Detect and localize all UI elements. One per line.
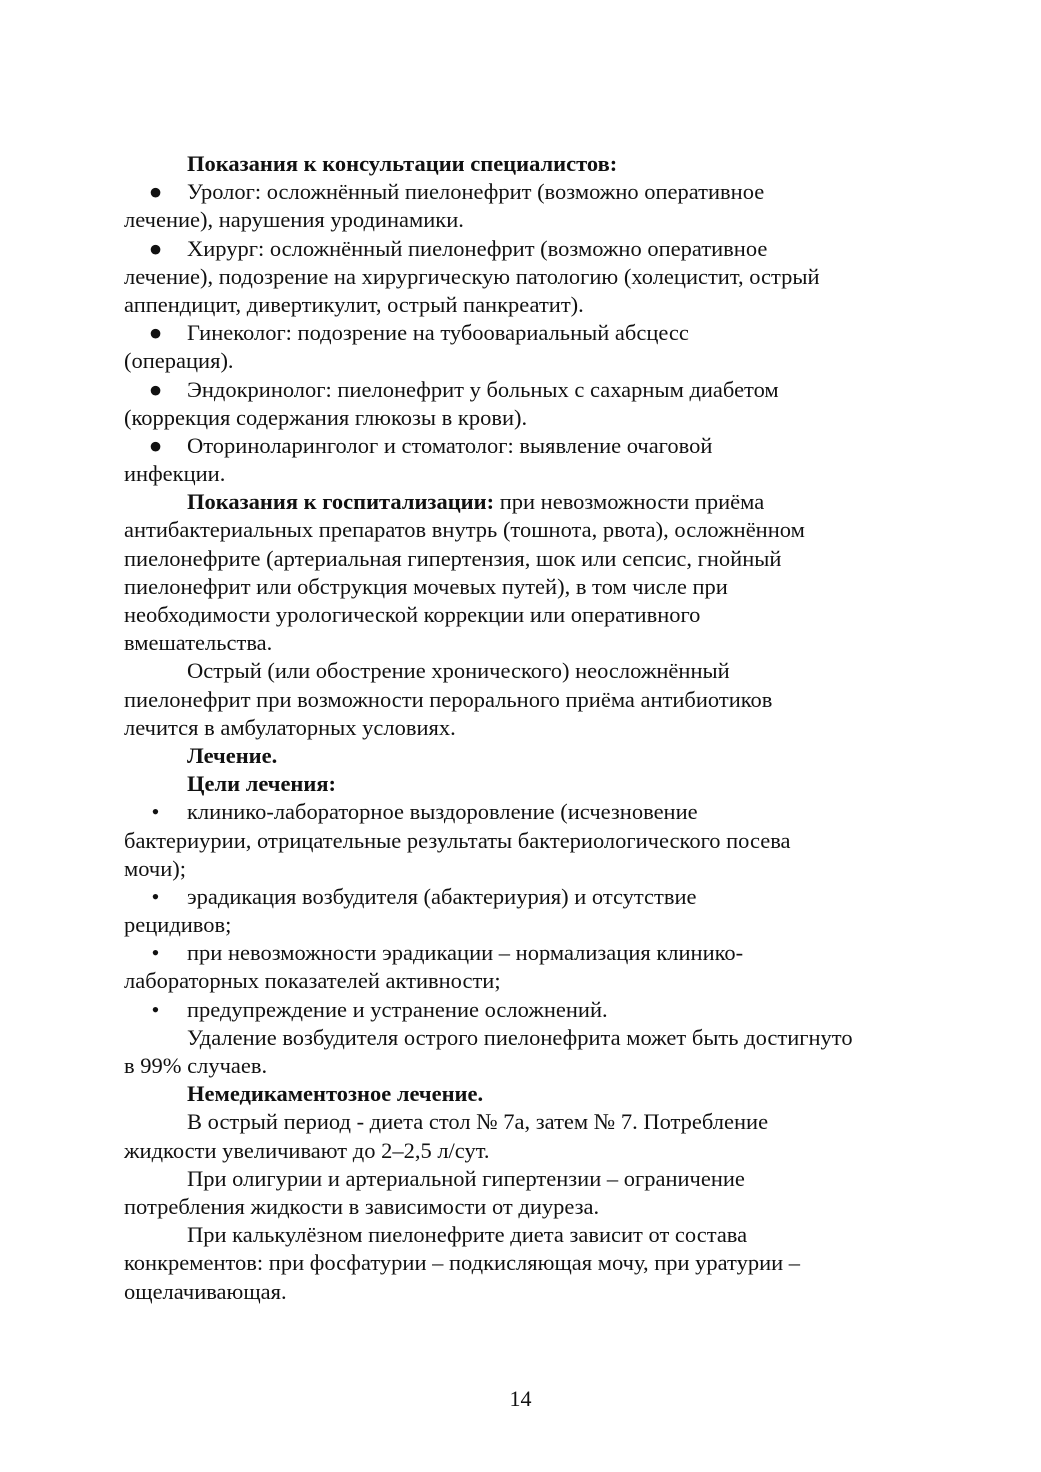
goal-line: бактериурии, отрицательные результаты бактериологического посева — [124, 827, 791, 853]
nondrug-heading: Немедикаментозное лечение. — [187, 1081, 484, 1107]
page-number: 14 — [509, 1386, 532, 1411]
hosp-line: при невозможности приёма — [499, 489, 765, 515]
consult-item-line: Оториноларинголог и стоматолог: выявление очаговой — [187, 432, 713, 458]
bullet-icon: ● — [148, 432, 163, 458]
consult-item-line: Эндокринолог: пиелонефрит у больных с сахарным диабетом — [187, 376, 779, 402]
goal-line: мочи); — [124, 855, 187, 881]
acute-paragraph — [124, 657, 918, 742]
diet-line: В острый период - диета стол № 7а, затем № 7. Потребление — [187, 1109, 769, 1135]
bullet-icon: ● — [148, 320, 163, 346]
oliguria-line: При олигурии и артериальной гипертензии – ограничение — [187, 1165, 745, 1191]
goal-line: лабораторных показателей активности; — [124, 968, 501, 994]
hospitalization-paragraph — [124, 488, 918, 657]
bullet-icon: • — [151, 883, 160, 909]
hosp-line: антибактериальных препаратов внутрь (тошнота, рвота), осложнённом — [124, 517, 805, 543]
hosp-heading: Показания к госпитализации: — [187, 489, 495, 515]
removal-line: Удаление возбудителя острого пиелонефрита может быть достигнуто — [187, 1024, 853, 1050]
hosp-line: пиелонефрит или обструкция мочевых путей), в том числе при — [124, 573, 728, 599]
consult-item-line: (операция). — [124, 348, 234, 374]
goal-line: при невозможности эрадикации – нормализация клинико- — [187, 940, 744, 966]
hosp-line: вмешательства. — [124, 630, 273, 656]
bullet-icon: ● — [148, 376, 163, 402]
goal-line: эрадикация возбудителя (абактериурия) и отсутствие — [187, 883, 697, 909]
consult-item-line: лечение), подозрение на хирургическую патологию (холецистит, острый — [124, 263, 820, 289]
consult-item-gynecologist — [124, 319, 918, 375]
bullet-icon: • — [151, 996, 160, 1022]
document-page — [124, 150, 918, 1306]
goal-line: предупреждение и устранение осложнений. — [187, 996, 608, 1022]
goal-item — [124, 939, 918, 995]
bullet-icon: ● — [148, 179, 163, 205]
oliguria-paragraph — [124, 1165, 918, 1221]
consult-item-line: лечение), нарушения уродинамики. — [124, 207, 464, 233]
consult-item-line: инфекции. — [124, 461, 226, 487]
calculous-line: ощелачивающая. — [124, 1278, 287, 1304]
acute-line: лечится в амбулаторных условиях. — [124, 714, 456, 740]
consult-item-urologist — [124, 178, 918, 234]
consult-item-line: Хирург: осложнённый пиелонефрит (возможно оперативное — [187, 235, 768, 261]
consult-item-line: Уролог: осложнённый пиелонефрит (возможно оперативное — [187, 179, 765, 205]
calculous-paragraph — [124, 1221, 918, 1306]
consult-heading: Показания к консультации специалистов: — [187, 151, 618, 176]
goal-line: рецидивов; — [124, 912, 232, 938]
hosp-line: пиелонефрите (артериальная гипертензия, шок или сепсис, гнойный — [124, 545, 782, 571]
bullet-icon: • — [151, 940, 160, 966]
treatment-heading: Лечение. — [187, 742, 278, 768]
goals-heading: Цели лечения: — [187, 771, 337, 797]
goal-line: клинико-лабораторное выздоровление (исчезновение — [187, 799, 698, 825]
goal-item — [124, 798, 918, 883]
acute-line: Острый (или обострение хронического) неосложнённый — [187, 658, 730, 684]
consult-item-surgeon — [124, 235, 918, 320]
goal-item — [124, 996, 918, 1024]
goal-item — [124, 883, 918, 939]
calculous-line: При калькулёзном пиелонефрите диета зависит от состава — [187, 1222, 748, 1248]
diet-paragraph — [124, 1108, 918, 1164]
bullet-icon: ● — [148, 235, 163, 261]
consult-item-ent-dentist — [124, 432, 918, 488]
acute-line: пиелонефрит при возможности перорального приёма антибиотиков — [124, 686, 773, 712]
oliguria-line: потребления жидкости в зависимости от диуреза. — [124, 1193, 600, 1219]
bullet-icon: • — [151, 799, 160, 825]
consult-item-line: Гинеколог: подозрение на тубоовариальный абсцесс — [187, 320, 689, 346]
hosp-line: необходимости урологической коррекции или оперативного — [124, 602, 701, 627]
consult-item-line: (коррекция содержания глюкозы в крови). — [124, 404, 528, 430]
consult-item-endocrinologist — [124, 376, 918, 432]
removal-paragraph — [124, 1024, 918, 1080]
removal-line: в 99% случаев. — [124, 1053, 268, 1078]
diet-line: жидкости увеличивают до 2–2,5 л/сут. — [124, 1137, 490, 1163]
consult-item-line: аппендицит, дивертикулит, острый панкреатит). — [124, 291, 584, 317]
calculous-line: конкрементов: при фосфатурии – подкисляющая мочу, при уратурии – — [124, 1250, 801, 1276]
